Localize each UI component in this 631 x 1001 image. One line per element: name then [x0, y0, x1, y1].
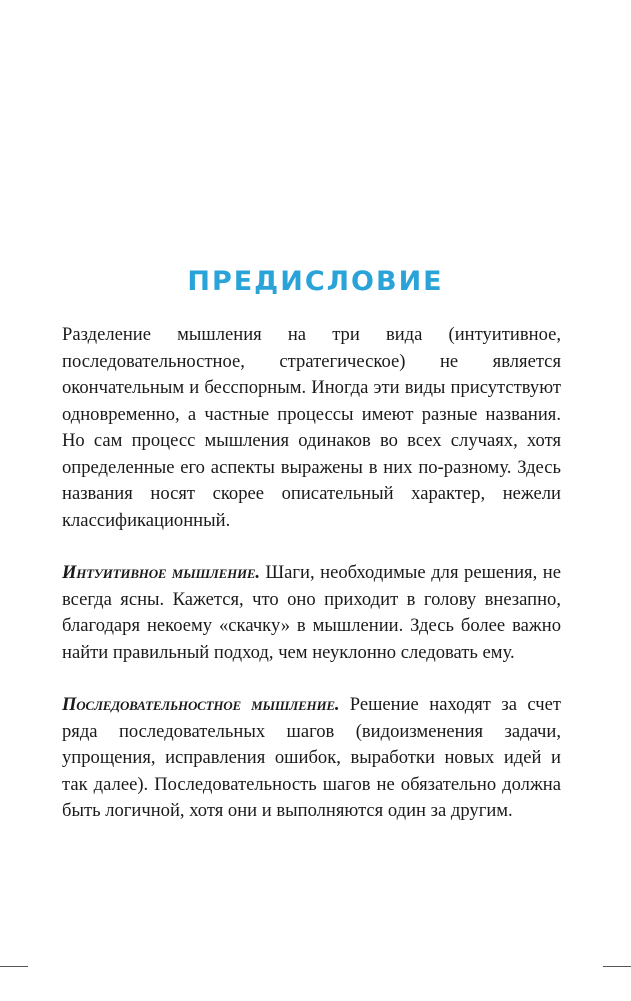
paragraph-lead: Интуитивное мышление.	[62, 562, 260, 583]
chapter-title: ПРЕДИСЛОВИЕ	[187, 266, 444, 297]
paragraph-intro	[62, 322, 561, 534]
paragraph-sequential	[62, 692, 561, 825]
body-text	[62, 322, 561, 825]
crop-mark-left	[0, 966, 28, 967]
paragraph-lead: Последовательностное мышление.	[62, 694, 340, 715]
paragraph-text: Решение находят за счет ряда последовательных шагов (видоизменения задачи, упрощения, исправления ошибок, выработки новых идей и так далее). Последовательность шагов не обязательно должна быть логичной, хотя они и выполняются один за другим.	[62, 694, 561, 821]
paragraph-text: Разделение мышления на три вида (интуитивное, последовательностное, стратегическое) не является окончательным и бесспорным. Иногда эти виды присутствуют одновременно, а частные процессы имеют разные названия. Но сам процесс мышления одинаков во всех случаях, хотя определенные его аспекты выражены в них по-разному. Здесь названия носят скорее описательный характер, нежели классификационный.	[62, 324, 561, 531]
crop-mark-right	[603, 966, 631, 967]
paragraph-intuitive	[62, 560, 561, 666]
paragraph-text: Шаги, необходимые для решения, не всегда ясны. Кажется, что оно приходит в голову внезапно, благодаря некоему «скачку» в мышлении. Здесь более важно найти правильный подход, чем неуклонно следовать ему.	[62, 562, 562, 663]
